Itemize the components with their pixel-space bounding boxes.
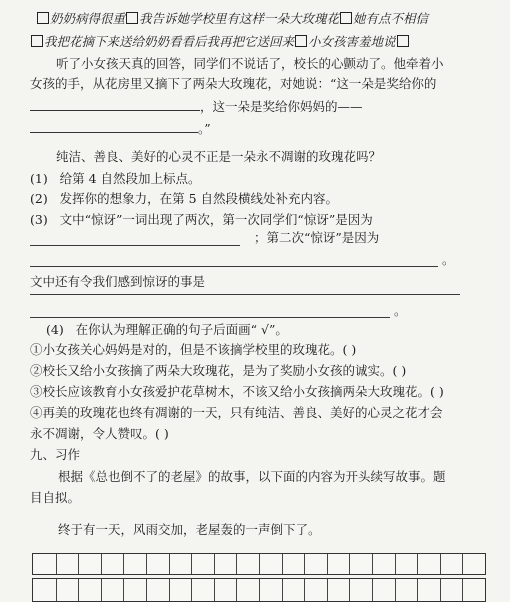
passage-text: 她有点不相信: [353, 11, 429, 26]
writing-prompt-line2: 目自拟。: [30, 490, 81, 505]
question-4: [46, 322, 288, 338]
question-number: (4): [46, 322, 64, 337]
passage-text: 我把花摘下来送给奶奶看看后我再把它送回来: [44, 34, 295, 49]
answer-blank[interactable]: [30, 120, 198, 133]
grid-cell-divider: [191, 554, 192, 574]
question-1: [30, 171, 201, 187]
grid-cell-divider: [440, 579, 441, 601]
grid-cell-divider: [146, 554, 147, 574]
passage-line-2: [30, 34, 410, 50]
grid-cell-divider: [56, 554, 57, 574]
passage-text: ，这一朵是奖给你妈妈的——: [200, 99, 363, 114]
punctuation-box[interactable]: [340, 12, 352, 24]
option-2[interactable]: ②校长又给小女孩摘了两朵大玫瑰花，是为了奖励小女孩的诚实。( ): [30, 363, 407, 378]
grid-cell-divider: [349, 554, 350, 574]
option-3[interactable]: ③校长应该教育小女孩爱护花草树木，不该又给小女孩摘两朵大玫瑰花。( ): [30, 384, 444, 399]
question-3: [30, 212, 373, 228]
question-text: 文中“惊讶”一词出现了两次，第一次同学们“惊讶”是因为: [59, 212, 373, 227]
punctuation-box[interactable]: [295, 35, 307, 47]
grid-cell-divider: [123, 579, 124, 601]
question-3-part3: 文中还有令我们感到惊讶的事是: [30, 274, 206, 289]
grid-cell-divider: [372, 554, 373, 574]
grid-cell-divider: [417, 554, 418, 574]
grid-cell-divider: [304, 554, 305, 574]
section-title: 九、习作: [30, 447, 81, 462]
story-opening: 终于有一天，风雨交加，老屋轰的一声倒下了。: [58, 522, 321, 537]
grid-cell-divider: [101, 579, 102, 601]
grid-cell-divider: [417, 579, 418, 601]
grid-cell-divider: [214, 579, 215, 601]
answer-line[interactable]: [30, 294, 460, 295]
period: 。: [394, 303, 407, 318]
grid-cell-divider: [327, 579, 328, 601]
question-text: 给第 4 自然段加上标点。: [59, 171, 201, 186]
period: 。: [442, 252, 455, 267]
grid-cell-divider: [372, 579, 373, 601]
grid-cell-divider: [169, 579, 170, 601]
grid-cell-divider: [259, 579, 260, 601]
grid-cell-divider: [462, 554, 463, 574]
answer-line[interactable]: [30, 245, 240, 246]
grid-cell-divider: [304, 579, 305, 601]
grid-cell-divider: [214, 554, 215, 574]
grid-cell-divider: [395, 554, 396, 574]
grid-cell-divider: [349, 579, 350, 601]
answer-line[interactable]: [30, 266, 438, 267]
grid-cell-divider: [395, 579, 396, 601]
writing-prompt-line1: 根据《总也倒不了的老屋》的故事，以下面的内容为开头续写故事。题: [58, 469, 446, 484]
answer-line[interactable]: [30, 317, 390, 318]
grid-cell-divider: [440, 554, 441, 574]
answer-blank[interactable]: [30, 98, 200, 111]
passage-text: 我告诉她学校里有这样一朵大玫瑰花: [139, 11, 340, 26]
grid-cell-divider: [236, 554, 237, 574]
question-text: 在你认为理解正确的句子后面画“ √”。: [75, 322, 288, 337]
option-1[interactable]: ①小女孩关心妈妈是对的，但是不该摘学校里的玫瑰花。( ): [30, 342, 357, 357]
writing-grid-row[interactable]: [32, 578, 486, 602]
grid-cell-divider: [282, 554, 283, 574]
punctuation-box[interactable]: [126, 12, 138, 24]
grid-cell-divider: [169, 554, 170, 574]
punctuation-box[interactable]: [31, 35, 43, 47]
question-2: [30, 191, 338, 207]
grid-cell-divider: [191, 579, 192, 601]
question-3-part2: ；第二次“惊讶”是因为: [254, 230, 380, 245]
grid-cell-divider: [236, 579, 237, 601]
passage-text: 。”: [198, 121, 211, 136]
grid-cell-divider: [282, 579, 283, 601]
writing-grid-row[interactable]: [32, 553, 486, 575]
question-text: 发挥你的想象力，在第 5 自然段横线处补充内容。: [59, 191, 339, 206]
option-4-cont: 永不凋谢，令人赞叹。( ): [30, 426, 169, 441]
option-4[interactable]: ④再美的玫瑰花也终有凋谢的一天，只有纯洁、善良、美好的心灵之花才会: [30, 405, 443, 420]
question-number: (2): [30, 191, 48, 206]
passage-para3: 纯洁、善良、美好的心灵不正是一朵永不凋谢的玫瑰花吗？: [56, 149, 382, 164]
grid-cell-divider: [101, 554, 102, 574]
passage-text: 奶奶病得很重: [50, 11, 126, 26]
grid-cell-divider: [146, 579, 147, 601]
passage-para2-line3: [30, 98, 363, 115]
grid-cell-divider: [78, 554, 79, 574]
punctuation-box[interactable]: [397, 35, 409, 47]
question-number: (1): [30, 171, 48, 186]
passage-line-1: [36, 11, 428, 27]
grid-cell-divider: [462, 579, 463, 601]
passage-para2-line2: 女孩的手，从花房里又摘下了两朵大玫瑰花，对她说：“这一朵是奖给你的: [30, 76, 437, 91]
grid-cell-divider: [78, 579, 79, 601]
grid-cell-divider: [56, 579, 57, 601]
grid-cell-divider: [327, 554, 328, 574]
passage-para2-line1: 听了小女孩天真的回答，同学们不说话了，校长的心颤动了。他牵着小: [56, 56, 444, 71]
passage-para2-line4: [30, 120, 211, 137]
grid-cell-divider: [123, 554, 124, 574]
grid-cell-divider: [259, 554, 260, 574]
punctuation-box[interactable]: [37, 12, 49, 24]
question-number: (3): [30, 212, 48, 227]
passage-text: 小女孩害羞地说: [308, 34, 396, 49]
